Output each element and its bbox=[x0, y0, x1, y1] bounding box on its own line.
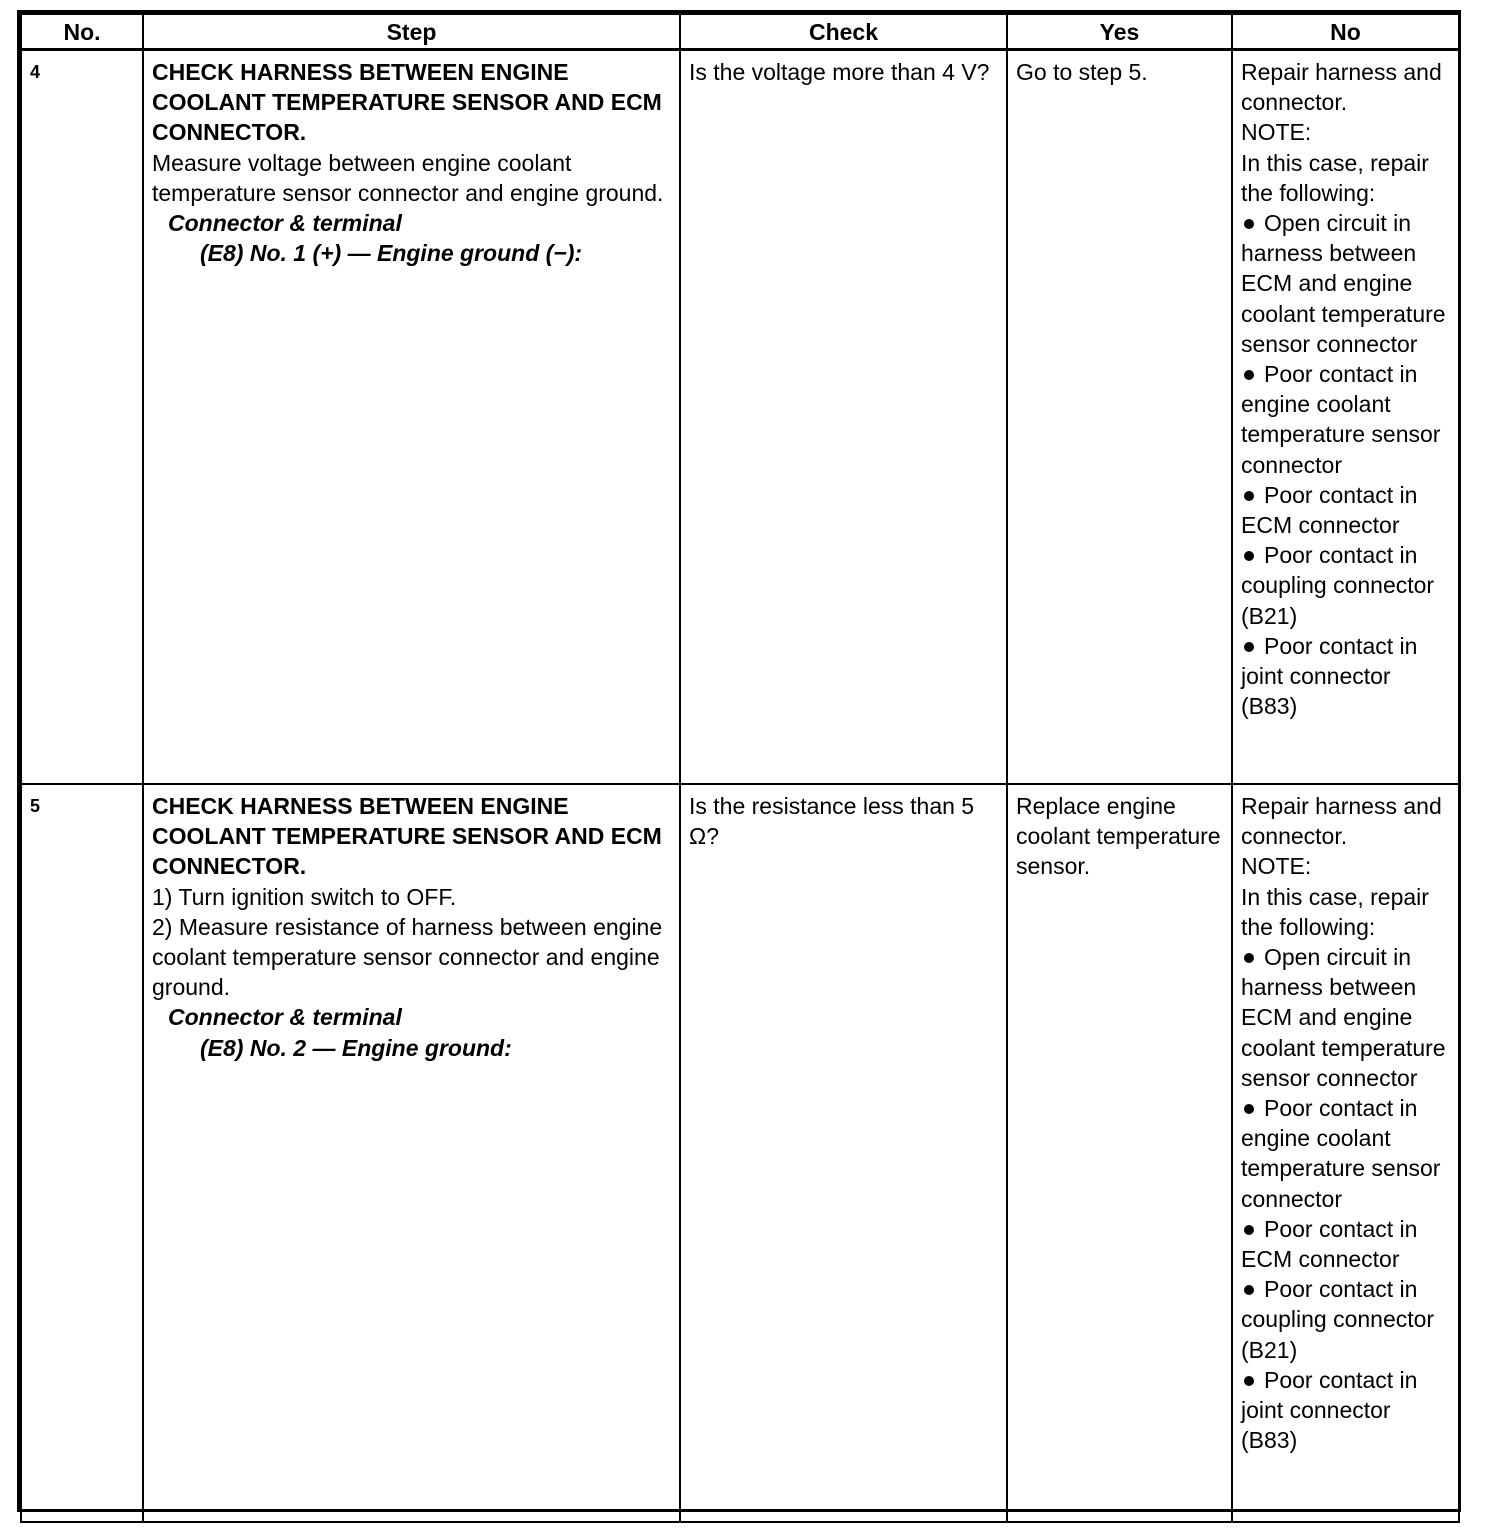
yes-cell: Go to step 5. bbox=[1007, 50, 1232, 785]
step-title: CHECK HARNESS BETWEEN ENGINE COOLANT TEMPERATURE SENSOR AND ECM CONNECTOR. bbox=[152, 59, 662, 146]
check-cell: Is the voltage more than 4 V? bbox=[680, 50, 1007, 785]
terminal-label: Connector & terminal bbox=[168, 1004, 402, 1031]
bullet-item bbox=[1241, 359, 1451, 480]
bullet-item bbox=[1241, 208, 1451, 359]
no-intro: Repair harness and connector. bbox=[1241, 793, 1442, 850]
note-label: NOTE: bbox=[1241, 119, 1312, 146]
note-text: In this case, repair the following: bbox=[1241, 149, 1429, 206]
bullet-dot-icon bbox=[1244, 551, 1254, 561]
bullet-text: Poor contact in engine coolant temperature sensor connector bbox=[1241, 361, 1441, 478]
step-title: CHECK HARNESS BETWEEN ENGINE COOLANT TEMPERATURE SENSOR AND ECM CONNECTOR. bbox=[152, 793, 662, 880]
step-cell bbox=[143, 50, 680, 785]
bullet-item bbox=[1241, 1093, 1451, 1214]
step-number: 5 bbox=[21, 784, 143, 1522]
bullet-dot-icon bbox=[1244, 642, 1254, 652]
bullet-item bbox=[1241, 942, 1451, 1093]
no-intro: Repair harness and connector. bbox=[1241, 59, 1442, 116]
terminal-value: (E8) No. 1 (+) — Engine ground (−): bbox=[200, 240, 583, 267]
bullet-item bbox=[1241, 540, 1451, 631]
step-number: 4 bbox=[21, 50, 143, 785]
bullet-dot-icon bbox=[1244, 219, 1254, 229]
bullet-dot-icon bbox=[1244, 1104, 1254, 1114]
bullet-item bbox=[1241, 1365, 1451, 1456]
diagnostic-table-sheet bbox=[17, 10, 1461, 1512]
bullet-text: Poor contact in engine coolant temperature sensor connector bbox=[1241, 1095, 1441, 1212]
bullet-item bbox=[1241, 631, 1451, 722]
bullet-item bbox=[1241, 1274, 1451, 1365]
bullet-text: Open circuit in harness between ECM and engine coolant temperature sensor connector bbox=[1241, 944, 1446, 1091]
header-step: Step bbox=[143, 14, 680, 50]
bullet-text: Open circuit in harness between ECM and engine coolant temperature sensor connector bbox=[1241, 210, 1446, 357]
bullet-text: Poor contact in coupling connector (B21) bbox=[1241, 1276, 1435, 1363]
no-result-cell bbox=[1232, 784, 1459, 1522]
bullet-item bbox=[1241, 480, 1451, 540]
bullet-dot-icon bbox=[1244, 370, 1254, 380]
bullet-dot-icon bbox=[1244, 491, 1254, 501]
header-yes: Yes bbox=[1007, 14, 1232, 50]
table-row bbox=[21, 784, 1459, 1522]
step-instruction: 1) Turn ignition switch to OFF. bbox=[152, 883, 457, 910]
no-result-cell bbox=[1232, 50, 1459, 785]
bullet-text: Poor contact in coupling connector (B21) bbox=[1241, 542, 1435, 629]
terminal-value: (E8) No. 2 — Engine ground: bbox=[200, 1034, 512, 1061]
step-cell bbox=[143, 784, 680, 1522]
bullet-text: Poor contact in ECM connector bbox=[1241, 1215, 1418, 1273]
bullet-dot-icon bbox=[1244, 953, 1254, 963]
bullet-text: Poor contact in ECM connector bbox=[1241, 481, 1418, 539]
bullet-text: Poor contact in joint connector (B83) bbox=[1241, 632, 1418, 720]
diagnostic-table bbox=[20, 13, 1460, 1523]
note-text: In this case, repair the following: bbox=[1241, 883, 1429, 940]
bullet-dot-icon bbox=[1244, 1225, 1254, 1235]
table-header-row bbox=[21, 14, 1459, 50]
header-check: Check bbox=[680, 14, 1007, 50]
check-cell: Is the resistance less than 5 Ω? bbox=[680, 784, 1007, 1522]
bullet-dot-icon bbox=[1244, 1285, 1254, 1295]
step-instruction: 2) Measure resistance of harness between engine coolant temperature sensor connector and engine ground. bbox=[152, 913, 663, 1001]
bullet-dot-icon bbox=[1244, 1376, 1254, 1386]
terminal-label: Connector & terminal bbox=[168, 210, 402, 237]
note-label: NOTE: bbox=[1241, 853, 1312, 880]
table-row bbox=[21, 50, 1459, 785]
bullet-item bbox=[1241, 1214, 1451, 1274]
yes-cell: Replace engine coolant temperature sensor. bbox=[1007, 784, 1232, 1522]
header-no-result: No bbox=[1232, 14, 1459, 50]
header-no: No. bbox=[21, 14, 143, 50]
step-instruction: Measure voltage between engine coolant temperature sensor connector and engine ground. bbox=[152, 149, 664, 206]
bullet-text: Poor contact in joint connector (B83) bbox=[1241, 1366, 1418, 1454]
